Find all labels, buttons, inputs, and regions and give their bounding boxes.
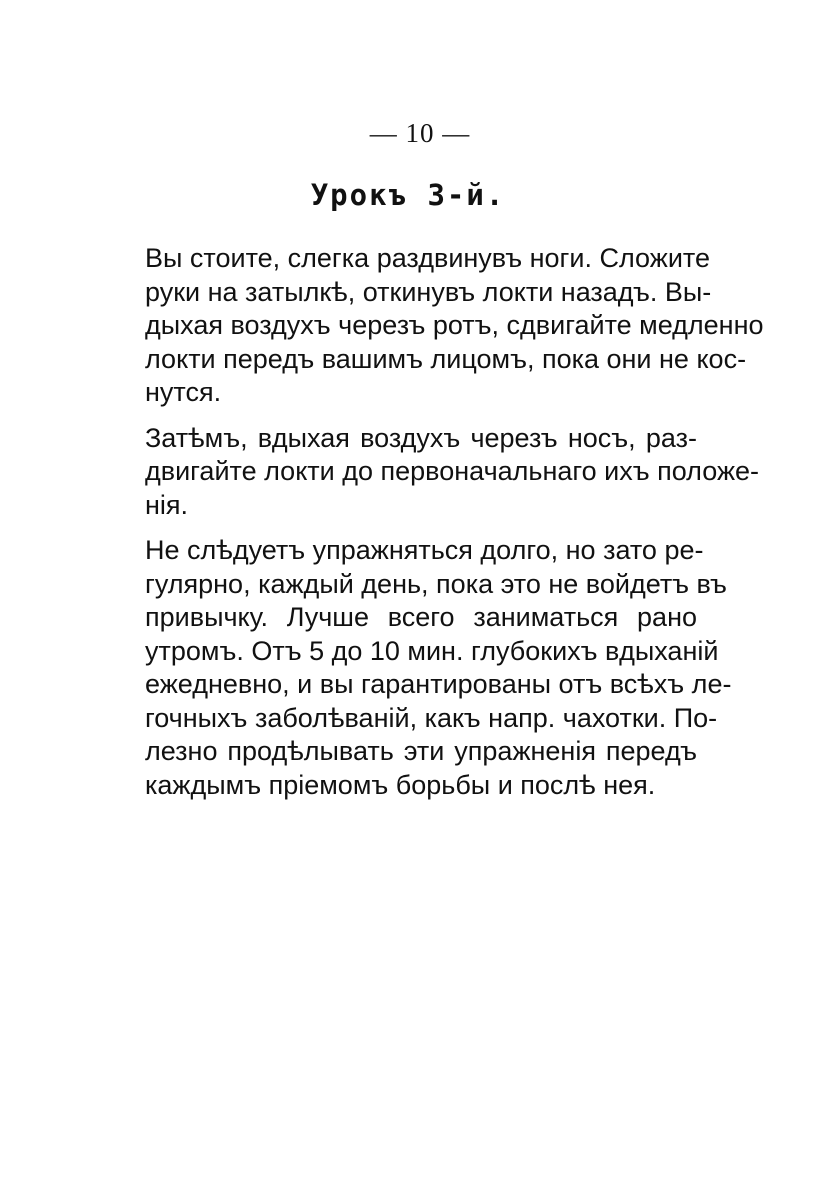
text-line: нутся.	[145, 377, 222, 407]
text-line: нія.	[145, 489, 189, 520]
page-number: — 10 —	[369, 118, 471, 148]
body-text	[145, 242, 764, 814]
text-line: гочныхъ заболѣваній, какъ напр. чахотки. По-	[145, 702, 718, 733]
text-line: каждымъ пріемомъ борьбы и послѣ нея.	[145, 769, 656, 800]
text-line: руки на затылкѣ, откинувъ локти назадъ. Вы-	[145, 276, 712, 307]
paragraph-3	[145, 534, 732, 802]
text-line: ежедневно, и вы гарантированы отъ всѣхъ ле-	[145, 669, 732, 699]
text-line: Не слѣдуетъ упражняться долго, но зато ре-	[145, 535, 704, 565]
text-line: дыхая воздухъ черезъ ротъ, сдвигайте медленно	[145, 310, 764, 340]
text-line: Вы стоите, слегка раздвинувъ ноги. Сложите	[145, 243, 710, 273]
paragraph-2	[145, 422, 760, 523]
paragraph-1	[145, 242, 764, 410]
text-line: лезно продѣлывать эти упражненія передъ	[145, 736, 697, 766]
text-line: гулярно, каждый день, пока это не войдетъ въ	[145, 568, 727, 599]
text-line: двигайте локти до первоначальнаго ихъ положе-	[145, 456, 760, 486]
text-line: Затѣмъ, вдыхая воздухъ черезъ носъ, раз-	[145, 422, 697, 453]
text-line: привычку. Лучше всего заниматься рано	[145, 602, 697, 632]
lesson-heading: Урокъ 3-й.	[310, 178, 506, 212]
text-line: локти передъ вашимъ лицомъ, пока они не кос-	[145, 343, 747, 374]
text-line: утромъ. Отъ 5 до 10 мин. глубокихъ вдыханій	[145, 635, 719, 666]
